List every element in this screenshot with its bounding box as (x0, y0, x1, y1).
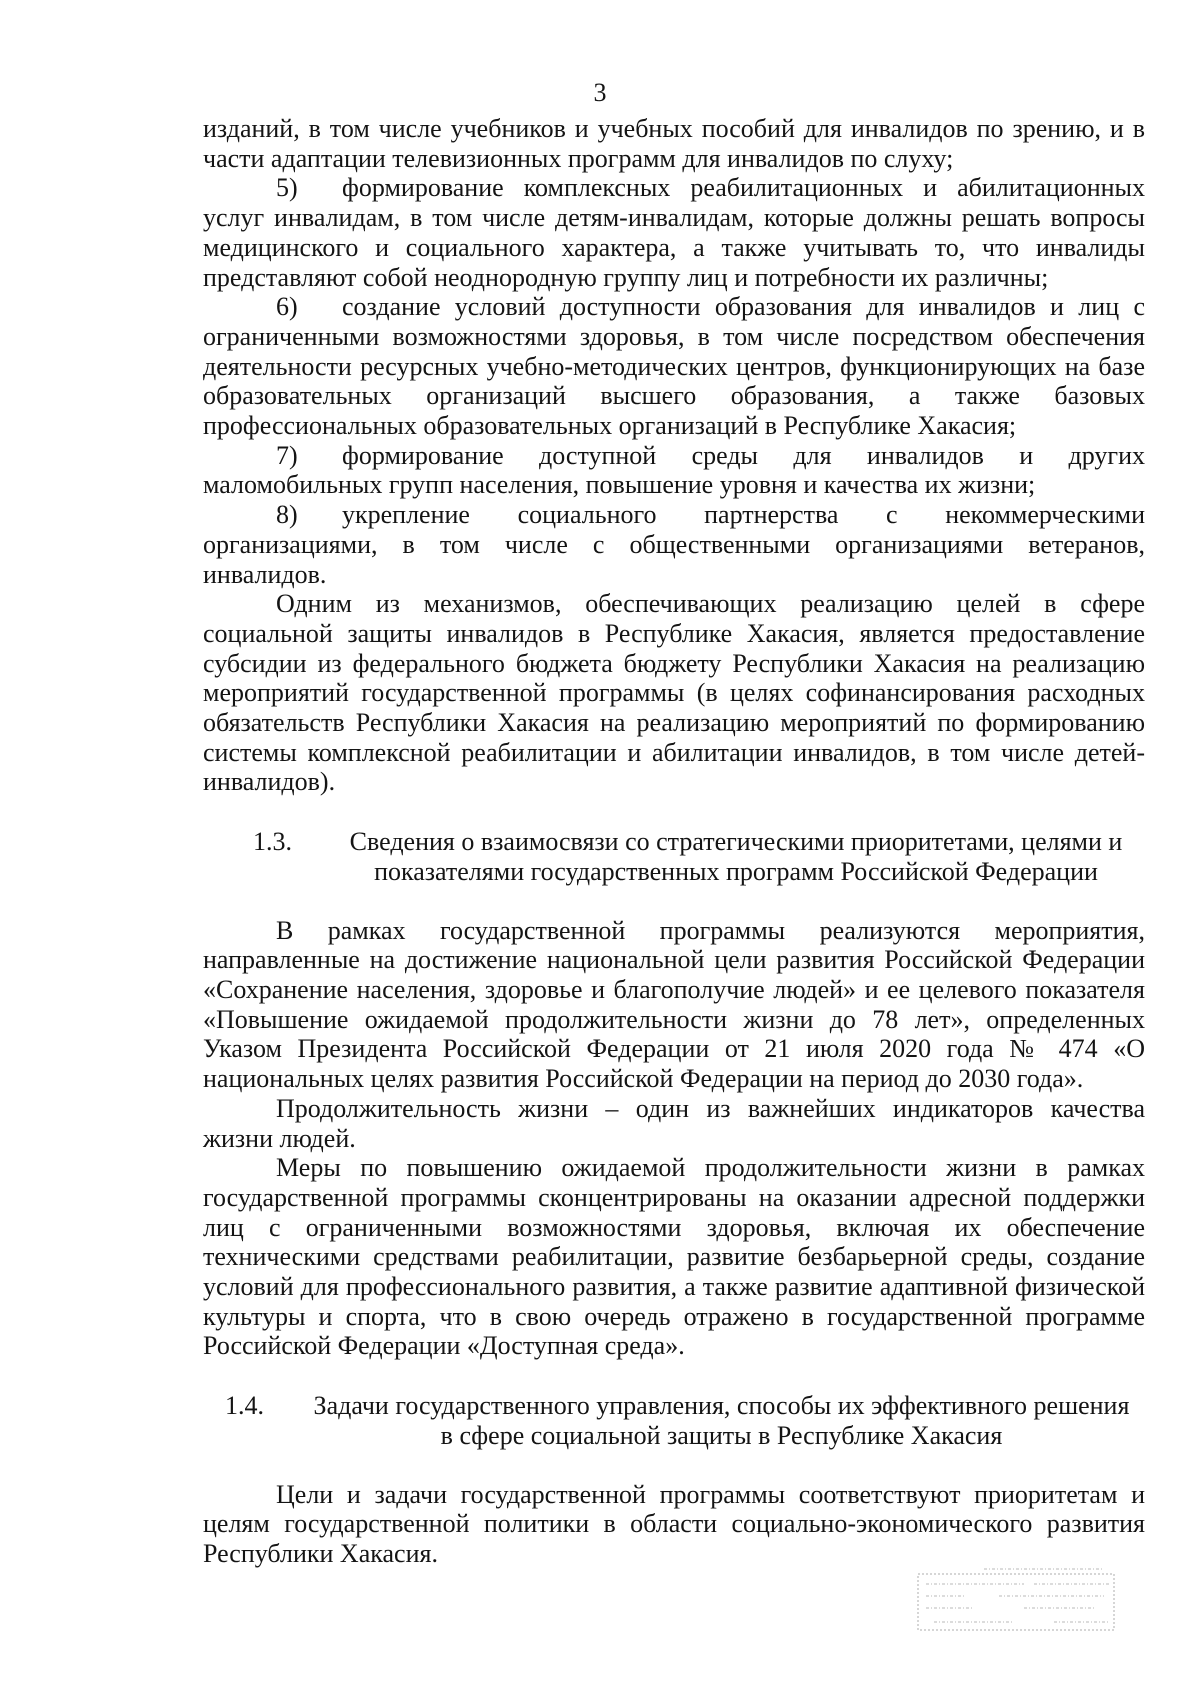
list-item-5 (203, 173, 1145, 292)
list-item-number: 8) (276, 500, 298, 530)
list-item-6 (203, 292, 1145, 441)
section-number: 1.4. (225, 1391, 264, 1421)
document-body (203, 114, 1145, 1569)
section-title (343, 827, 1145, 886)
section-title-line: Задачи государственного управления, способы их эффективного решения (313, 1391, 1130, 1421)
section-heading-1-3 (203, 827, 1145, 886)
section-title-line: показателями государственных программ Российской Федерации (374, 856, 1098, 886)
paragraph-mechanisms: Одним из механизмов, обеспечивающих реализацию целей в сфере социальной защиты инвалидов в Республике Хакасия, является предоставление субсидии из федерального бюджета бюджету Республики Хакасия на реализацию мероприятий государственной программы (в целях софинансирования расходных обязательств Республики Хакасия на реализацию мероприятий по формированию системы комплексной реабилитации и абилитации инвалидов, в том числе детей-инвалидов). (203, 589, 1145, 797)
paragraph-continuation: изданий, в том числе учебников и учебных пособий для инвалидов по зрению, и в части адаптации телевизионных программ для инвалидов по слуху; (203, 114, 1145, 173)
list-item-8 (203, 500, 1145, 589)
section-title-line: Сведения о взаимосвязи со стратегическими приоритетами, целями и (349, 827, 1123, 857)
page-number: 3 (593, 78, 607, 107)
list-item-text: укрепление социального партнерства с некоммерческими организациями, в том числе с общественными организациями ветеранов, инвалидов. (203, 500, 1145, 589)
section-heading-1-4 (203, 1391, 1145, 1450)
list-item-number: 5) (276, 173, 298, 203)
section-number: 1.3. (253, 827, 292, 857)
faded-stamp-image (904, 1566, 1122, 1636)
paragraph-goals: Цели и задачи государственной программы соответствуют приоритетам и целям государственной политики в области социально-экономического развития Республики Хакасия. (203, 1479, 1145, 1568)
list-item-number: 6) (276, 292, 298, 322)
paragraph-measures: Меры по повышению ожидаемой продолжительности жизни в рамках государственной программы сконцентрированы на оказании адресной поддержки лиц с ограниченными возможностями здоровья, включая их обеспечение техническими средствами реабилитации, развитие безбарьерной среды, создание условий для профессионального развития, а также развитие адаптивной физической культуры и спорта, что в свою очередь отражено в государственной программе Российской Федерации «Доступная среда». (203, 1153, 1145, 1361)
list-item-text: создание условий доступности образования для инвалидов и лиц с ограниченными возможностями здоровья, в том числе посредством обеспечения деятельности ресурсных учебно-методических центров, функционирующих на базе образовательных организаций высшего образования, а также базовых профессиональных образовательных организаций в Республике Хакасия; (203, 292, 1145, 441)
list-item-text: формирование комплексных реабилитационных и абилитационных услуг инвалидам, в том числе детям-инвалидам, которые должны решать вопросы медицинского и социального характера, а также учитывать то, что инвалиды представляют собой неоднородную группу лиц и потребности их различны; (203, 173, 1145, 292)
paragraph-national-goal: В рамках государственной программы реализуются мероприятия, направленные на достижение национальной цели развития Российской Федерации «Сохранение населения, здоровье и благополучие людей» и ее целевого показателя «Повышение ожидаемой продолжительности жизни до 78 лет», определенных Указом Президента Российской Федерации от 21 июля 2020 года № 474 «О национальных целях развития Российской Федерации на период до 2030 года». (203, 915, 1145, 1094)
section-title (298, 1391, 1145, 1450)
paragraph-life-expectancy: Продолжительность жизни – один из важнейших индикаторов качества жизни людей. (203, 1093, 1145, 1153)
section-title-line: в сфере социальной защиты в Республике Хакасия (440, 1420, 1003, 1450)
list-item-number: 7) (276, 440, 298, 470)
list-item-7 (203, 441, 1145, 500)
list-item-text: формирование доступной среды для инвалидов и других маломобильных групп населения, повышение уровня и качества их жизни; (203, 440, 1145, 500)
